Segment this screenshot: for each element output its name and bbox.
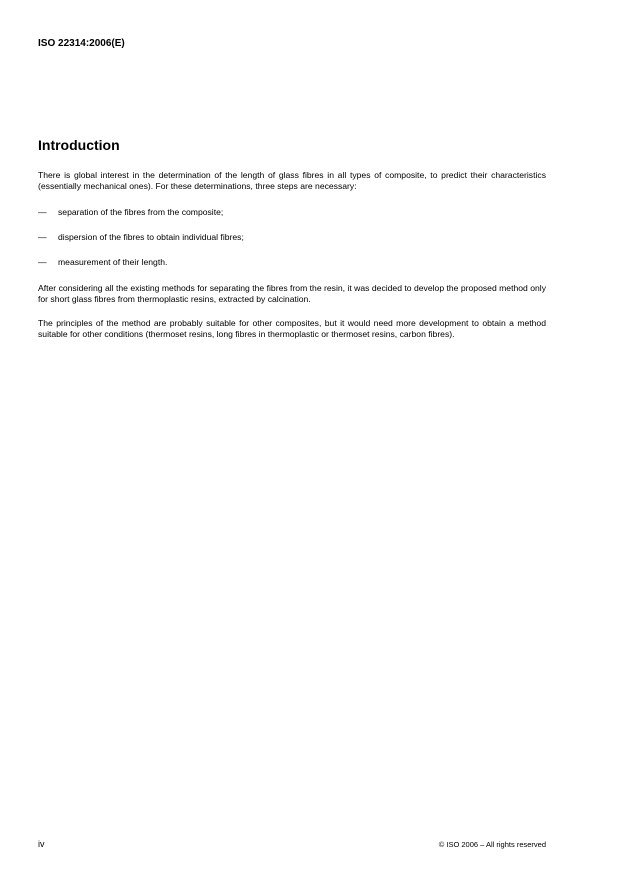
copyright-notice: © ISO 2006 – All rights reserved — [438, 840, 546, 849]
list-item-text: measurement of their length. — [58, 257, 168, 267]
document-identifier: ISO 22314:2006(E) — [38, 38, 125, 49]
list-item — [38, 257, 167, 268]
intro-paragraph-3: The principles of the method are probably suitable for other composites, but it would need more development to obtain a method suitable for other conditions (thermoset resins, long fibres in thermoplastic or thermoset resins, carbon fibres). — [38, 318, 546, 339]
list-item — [38, 232, 244, 243]
list-item-text: dispersion of the fibres to obtain individual fibres; — [58, 232, 244, 242]
intro-paragraph-1: There is global interest in the determination of the length of glass fibres in all types of composite, to predict their characteristics (essentially mechanical ones). For these determinations, three steps are necessary: — [38, 170, 546, 191]
page-number: iv — [38, 839, 45, 849]
list-item-text: separation of the fibres from the composite; — [58, 207, 224, 217]
intro-paragraph-2: After considering all the existing methods for separating the fibres from the resin, it was decided to develop the proposed method only for short glass fibres from thermoplastic resins, extracted by calcination. — [38, 283, 546, 304]
list-dash: — — [38, 207, 47, 217]
list-item — [38, 207, 223, 218]
section-title: Introduction — [38, 137, 120, 153]
list-dash: — — [38, 232, 47, 242]
list-dash: — — [38, 257, 47, 267]
